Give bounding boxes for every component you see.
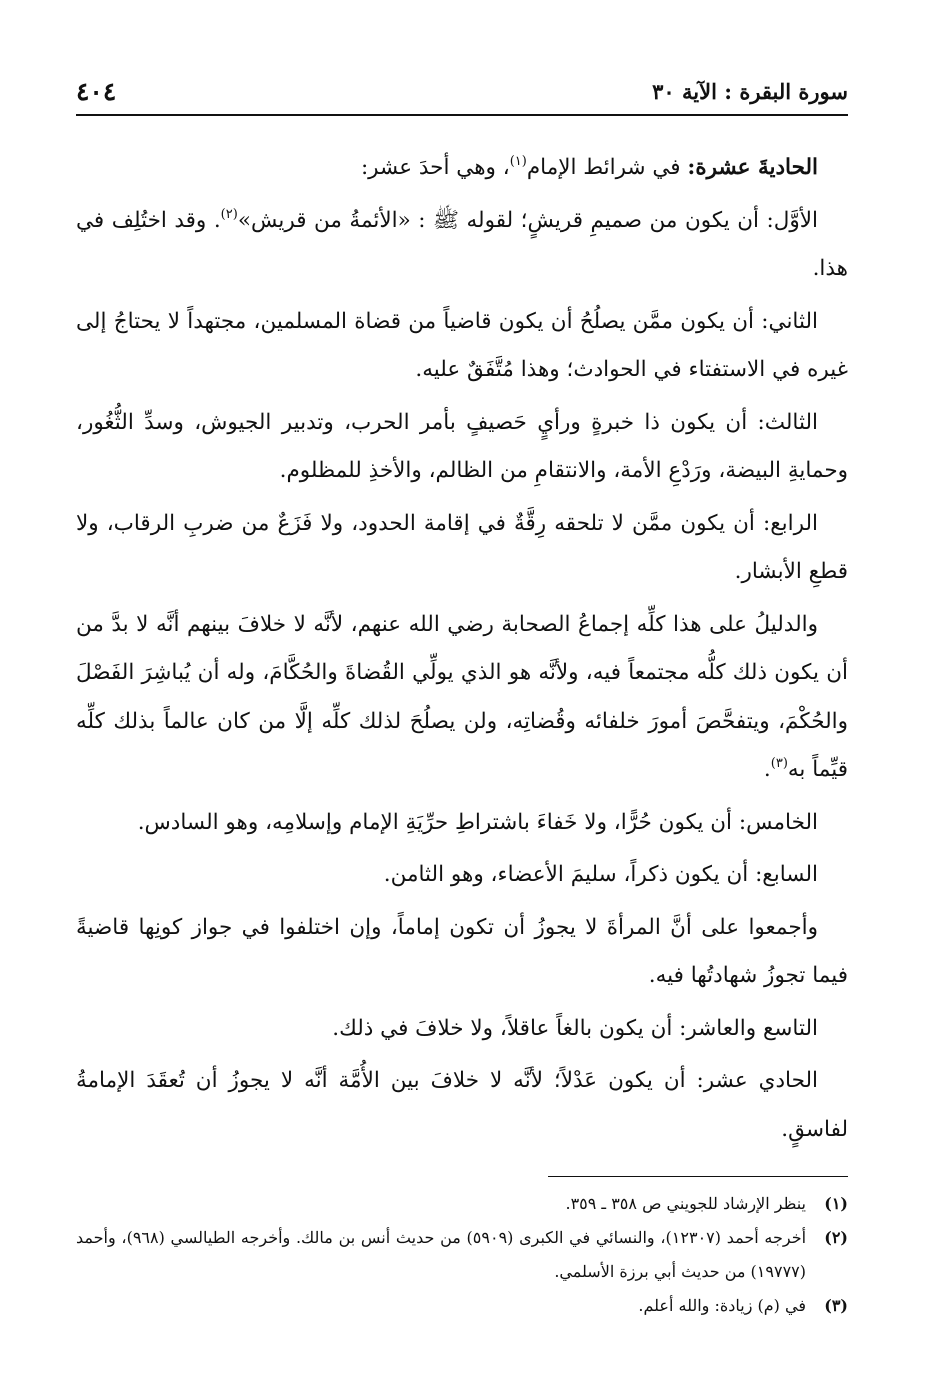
paragraph-text: الأوَّل: أن يكون من صميمِ قريشٍ؛ لقوله ﷺ : «الأئمةُ من قريش» bbox=[237, 207, 818, 233]
paragraph-seventh-condition: السابع: أن يكون ذكراً، سليمَ الأعضاء، وهو الثامن. bbox=[383, 862, 818, 887]
page-number: ٤٠٤ bbox=[76, 77, 117, 106]
running-title: سورة البقرة : الآية ٣٠ bbox=[652, 79, 848, 104]
paragraph-text: والدليلُ على هذا كلِّه إجماعُ الصحابة رضي الله عنهم، لأنَّه لا خلافَ بينهم أنَّه لا بدَّ من أن يكون ذلك كلُّه مجتمعاً فيه، ولأنَّه هو الذي يولِّي القُضاةَ والحُكَّامَ، وله أن يُباشِرَ الفَصْلَ والحُكْمَ، ويتفحَّصَ أمورَ خلفائه وقُضاتِه، ولن يصلُحَ لذلك كلِّه إلَّا من كان عالماً بذلك كلِّه قيِّماً به bbox=[76, 611, 848, 782]
paragraph-text: . وقد اختُلِف في هذا. bbox=[76, 207, 848, 281]
book-page bbox=[76, 70, 848, 1323]
footnote-divider bbox=[548, 1176, 848, 1177]
paragraph-first-condition bbox=[76, 197, 848, 294]
footnote-marker[interactable]: (١) bbox=[509, 154, 527, 169]
footnote-text: في (م) زيادة: والله أعلم. bbox=[638, 1296, 806, 1315]
footnote-text: أخرجه أحمد (١٢٣٠٧)، والنسائي في الكبرى (٥٩٠٩) من حديث أنس بن مالك. وأخرجه الطيالسي (٩٦٨)، وأحمد (١٩٧٧٧) من حديث أبي برزة الأسلمي. bbox=[76, 1228, 807, 1281]
footnote-3 bbox=[76, 1289, 848, 1323]
paragraph-third-condition: الثالث: أن يكون ذا خبرةٍ ورأيٍ حَصيفٍ بأمر الحرب، وتدبير الجيوش، وسدِّ الثُّغُور، وحمايةِ البيضة، ورَدْعِ الأمة، والانتقامِ من الظالم، والأخذِ للمظلوم. bbox=[76, 409, 848, 483]
paragraph-eleventh-condition: الحادي عشر: أن يكون عَدْلاً؛ لأنَّه لا خلافَ بين الأُمَّة أنَّه لا يجوزُ أن تُعقَدَ الإمامةُ لفاسقٍ. bbox=[76, 1068, 848, 1142]
paragraph-fifth-condition: الخامس: أن يكون حُرًّا، ولا خَفاءَ باشتراطِ حرِّيَةِ الإمام وإسلامِه، وهو السادس. bbox=[137, 809, 818, 835]
footnotes bbox=[76, 1187, 848, 1323]
paragraph-lead: الحاديةَ عشرة: bbox=[687, 155, 818, 180]
footnote-number: (٢) bbox=[824, 1228, 848, 1247]
body-text bbox=[76, 144, 848, 1154]
paragraph-ninth-tenth-condition: التاسع والعاشر: أن يكون بالغاً عاقلاً، ولا خلافَ في ذلك. bbox=[332, 1015, 818, 1041]
footnote-number: (٣) bbox=[824, 1296, 848, 1315]
running-header bbox=[76, 70, 848, 116]
paragraph-text: . bbox=[763, 757, 771, 782]
paragraph-text: في شرائط الإمام bbox=[526, 155, 688, 180]
footnote-text: ينظر الإرشاد للجويني ص ٣٥٨ ـ ٣٥٩. bbox=[565, 1194, 806, 1213]
footnote-number: (١) bbox=[824, 1194, 848, 1213]
paragraph-conditions-intro bbox=[76, 144, 848, 193]
paragraph-fourth-condition: الرابع: أن يكون ممَّن لا تلحقه رِقَّةٌ في إقامة الحدود، ولا فَزَعٌ من ضربِ الرقاب، ولا قطعِ الأبشار. bbox=[76, 510, 848, 584]
footnote-1 bbox=[76, 1187, 848, 1221]
paragraph-second-condition: الثاني: أن يكون ممَّن يصلُحُ أن يكون قاضياً من قضاة المسلمين، مجتهداً لا يحتاجُ إلى غيره في الاستفتاء في الحوادث؛ وهذا مُتَّفَقٌ عليه. bbox=[76, 308, 848, 382]
paragraph-text: ، وهي أحدَ عشر: bbox=[360, 155, 510, 180]
paragraph-consensus: وأجمعوا على أنَّ المرأةَ لا يجوزُ أن تكون إماماً، وإن اختلفوا في جواز كونِها قاضيةً فيما تجوزُ شهادتُها فيه. bbox=[76, 914, 848, 988]
footnote-marker[interactable]: (٢) bbox=[220, 206, 238, 222]
footnote-marker[interactable]: (٣) bbox=[770, 756, 788, 771]
paragraph-evidence bbox=[76, 601, 848, 795]
footnote-2 bbox=[76, 1221, 848, 1289]
